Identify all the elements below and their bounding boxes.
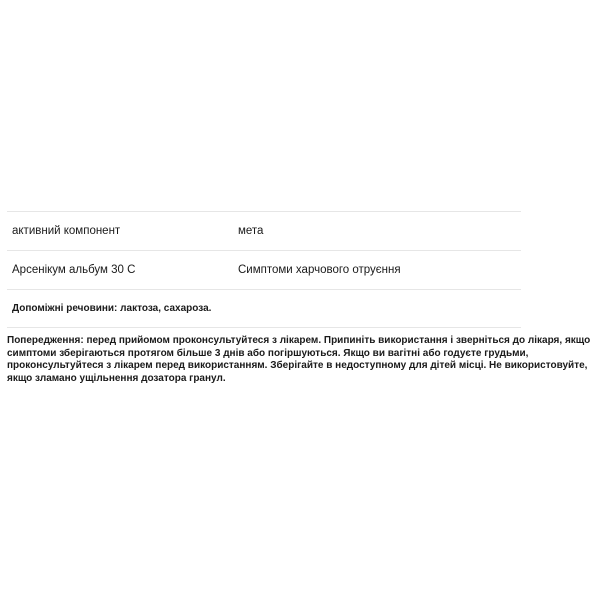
inactive-ingredients-row	[7, 290, 521, 328]
drug-facts-table	[7, 211, 521, 328]
purpose-header: мета	[238, 225, 264, 237]
warning-text: Попередження: перед прийомом проконсультуйтеся з лікарем. Припиніть використання і зверніться до лікаря, якщо симптоми зберігаються протягом більше 3 днів або погіршуються. Якщо ви вагітні або годуєте грудьми, проконсультуйтеся з лікарем перед використанням. Зберігайте в недоступному для дітей місці. Не використовуйте, якщо зламано ущільнення дозатора гранул.	[7, 335, 591, 384]
table-row	[7, 251, 521, 290]
active-component-header: активний компонент	[12, 225, 121, 237]
table-header-row	[7, 212, 521, 251]
inactive-ingredients-text: Допоміжні речовини: лактоза, сахароза.	[12, 302, 212, 314]
active-component-value: Арсенікум альбум 30 С	[12, 264, 136, 276]
table-bottom-divider	[7, 328, 521, 329]
purpose-value: Симптоми харчового отруєння	[238, 264, 401, 276]
